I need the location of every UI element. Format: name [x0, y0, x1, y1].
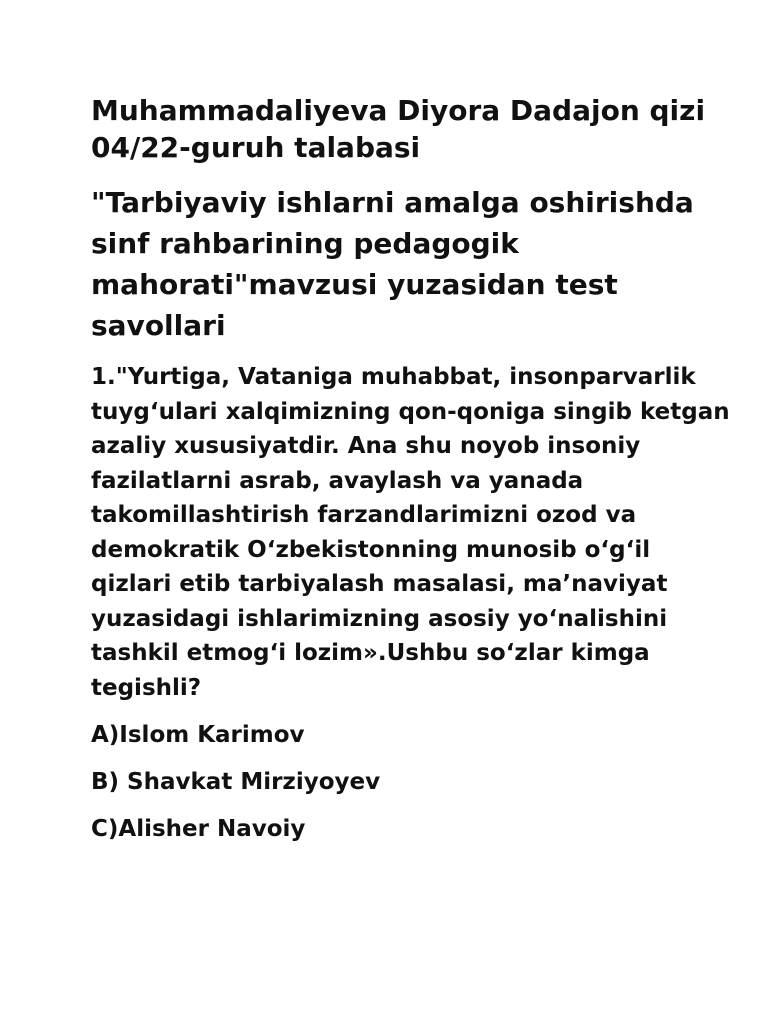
question-text: 1."Yurtiga, Vataniga muhabbat, insonparvarlik tuyg‘ulari xalqimizning qon-qoniga singib ketgan azaliy xususiyatdir. Ana shu noyob insoniy fazilatlarni asrab, avaylash va yanada takomillashtirish farzandlarimizni ozod va demokratik O‘zbekistonning munosib o‘g‘il qizlari etib tarbiyalash masalasi, ma’naviyat yuzasidagi ishlarimizning asosiy yo‘nalishini tashkil etmog‘i lozim».Ushbu so‘zlar kimga tegishli?	[91, 364, 730, 701]
topic-title: "Tarbiyaviy ishlarni amalga oshirishda sinf rahbarining pedagogik mahorati"mavzusi yuzasidan test savollari	[91, 186, 694, 342]
answer-option-c: C)Alisher Navoiy	[91, 816, 306, 842]
author-line: Muhammadaliyeva Diyora Dadajon qizi 04/22-guruh talabasi	[91, 94, 706, 164]
answer-option-b: B) Shavkat Mirziyoyev	[91, 769, 381, 795]
document-page	[91, 92, 731, 859]
answer-option-a: A)Islom Karimov	[91, 722, 305, 748]
